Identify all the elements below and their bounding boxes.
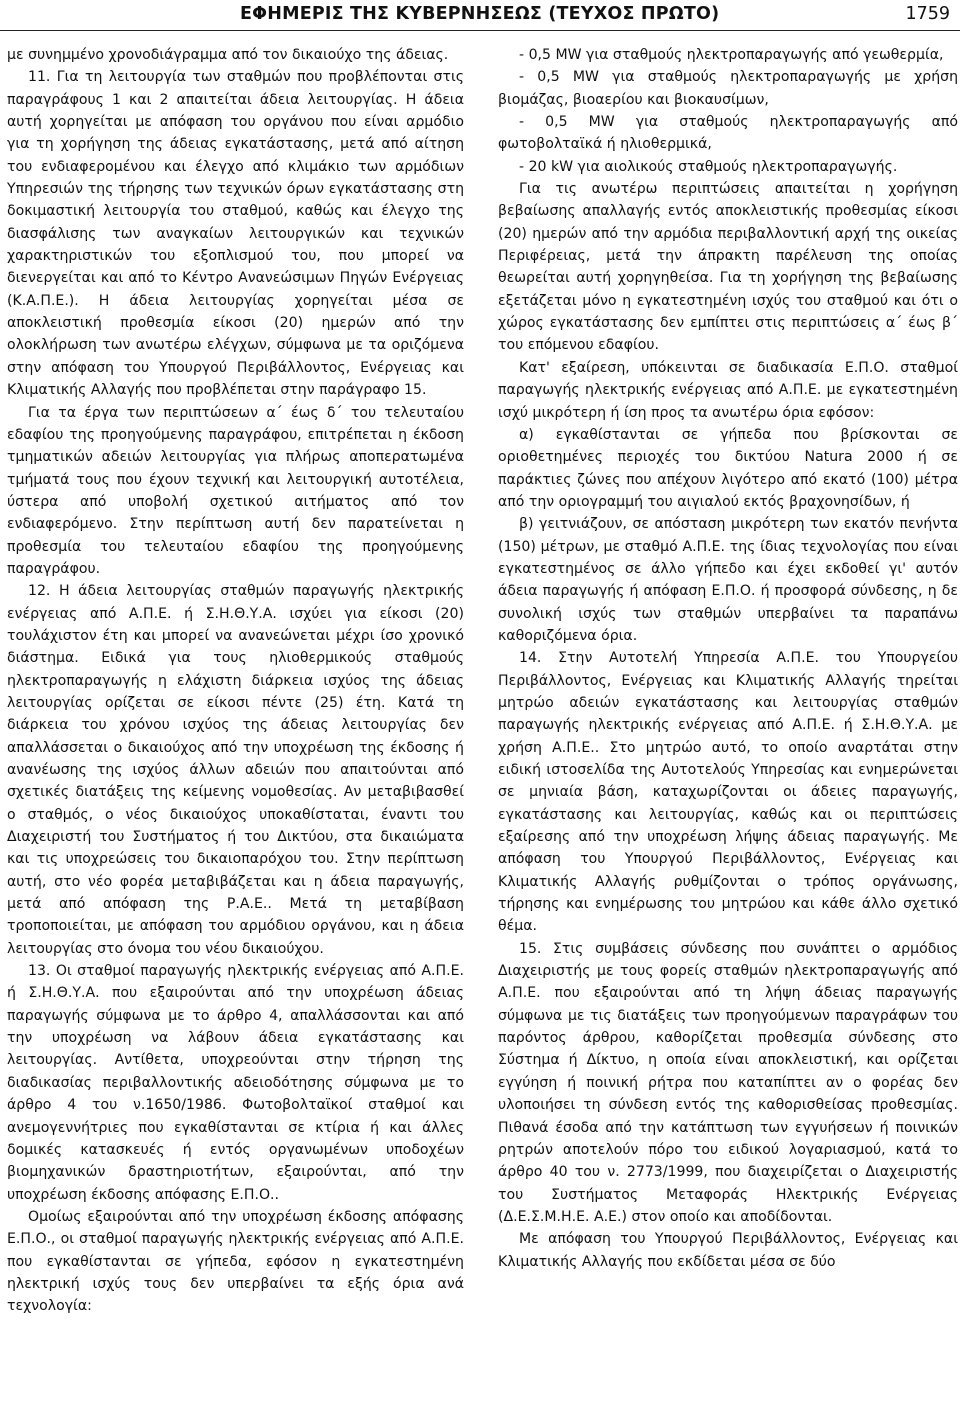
- paragraph: Κατ' εξαίρεση, υπόκεινται σε διαδικασία Ε.Π.Ο. σταθμοί παραγωγής ηλεκτρικής ενέργειας από Α.Π.Ε. με εγκατεστημένη ισχύ μικρότερη ή ίση προς τα ανωτέρω όρια εφόσον:: [498, 359, 958, 421]
- paragraph: α) εγκαθίστανται σε γήπεδα που βρίσκονται σε οριοθετημένες περιοχές του δικτύου Natura 2000 ή σε παράκτιες ζώνες που απέχουν λιγότερο από εκατό (100) μέτρα από την οριογραμμή του αιγιαλού εκτός βραχονησίδων, ή: [498, 426, 958, 510]
- paragraph: 13. Οι σταθμοί παραγωγής ηλεκτρικής ενέργειας από Α.Π.Ε. ή Σ.Η.Θ.Υ.Α. που εξαιρούνται από την υποχρέωση άδειας παραγωγής σύμφωνα με το άρθρο 4, απαλλάσσονται και από την υποχρέωση να λάβουν άδεια εγκατάστασης και λειτουργίας. Αντίθετα, υποχρεούνται στην τήρηση της διαδικασίας περιβαλλοντικής αδειοδότησης σύμφωνα με το άρθρο 4 του ν.1650/1986. Φωτοβολταϊκοί σταθμοί και ανεμογεννήτριες που εγκαθίστανται σε κτίρια ή και άλλες δομικές κατασκευές ή εντός οργανωμένων υποδοχέων βιομηχανικών δραστηριοτήτων, εξαιρούνται, από την υποχρέωση έκδοσης απόφασης Ε.Π.Ο..: [7, 963, 464, 1203]
- paragraph: Με απόφαση του Υπουργού Περιβάλλοντος, Ενέργειας και Κλιματικής Αλλαγής που εκδίδεται μέσα σε δύο: [498, 1231, 958, 1270]
- paragraph: Για τα έργα των περιπτώσεων α΄ έως δ΄ του τελευταίου εδαφίου της προηγούμενης παραγράφου, επιτρέπεται η έκδοση τμηματικών αδειών λειτουργίας για πλήρως αποπερατωμένα τμήματά τους που έχουν τεχνική και λειτουργική αυτοτέλεια, ύστερα από υποβολή σχετικού αιτήματος από τον ενδιαφερόμενο. Στην περίπτωση αυτή δεν παρατείνεται η προθεσμία του τελευταίου εδαφίου της προηγούμενης παραγράφου.: [7, 404, 464, 577]
- paragraph: 15. Στις συμβάσεις σύνδεσης που συνάπτει ο αρμόδιος Διαχειριστής με τους φορείς σταθμών ηλεκτροπαραγωγής από Α.Π.Ε. που εξαιρούνται από τη λήψη άδειας παραγωγής σύμφωνα με τις διατάξεις των προηγούμενων παραγράφων του παρόντος άρθρου, καθορίζεται προθεσμία σύνδεσης στο Σύστημα ή Δίκτυο, η οποία είναι αποκλειστική, και ορίζεται εγγύηση ή ποινική ρήτρα που καταπίπτει αν ο φορέας δεν υλοποιήσει τη σύνδεση εντός της καθορισθείσας προθεσμίας. Πιθανά έσοδα από την κατάπτωση των εγγυήσεων ή ποινικών ρητρών αποτελούν πόρο του ειδικού λογαριασμού, κατά το άρθρο 40 του ν. 2773/1999, που διαχειρίζεται ο Διαχειριστής του Συστήματος Μεταφοράς Ηλεκτρικής Ενέργειας (Δ.Ε.Σ.Μ.Η.Ε. Α.Ε.) στον οποίο και αποδίδονται.: [498, 940, 958, 1225]
- paragraph: 12. Η άδεια λειτουργίας σταθμών παραγωγής ηλεκτρικής ενέργειας από Α.Π.Ε. ή Σ.Η.Θ.Υ.Α. ισχύει για είκοσι (20) τουλάχιστον έτη και μπορεί να ανανεώνεται μέχρι ίσο χρονικό διάστημα. Ειδικά για τους ηλιοθερμικούς σταθμούς ηλεκτροπαραγωγής η ελάχιστη διάρκεια ισχύος της άδειας λειτουργίας ορίζεται σε είκοσι πέντε (25) έτη. Κατά τη διάρκεια του χρόνου ισχύος της άδειας λειτουργίας δεν απαλλάσσεται ο δικαιούχος από την υποχρέωση της έκδοσης ή ανανέωσης της ισχύος άλλων αδειών που απαιτούνται από σχετικές διατάξεις της κείμενης νομοθεσίας. Αν μεταβιβασθεί ο σταθμός, ο νέος δικαιούχος υποκαθίσταται, έναντι του Διαχειριστή του Συστήματος ή του Δικτύου, στα δικαιώματα και τις υποχρεώσεις του δικαιοπαρόχου του. Στην περίπτωση αυτή, στο νέο φορέα μεταβιβάζεται και η άδεια παραγωγής, μετά από απόφαση της Ρ.Α.Ε.. Μετά τη μεταβίβαση τροποποιείται, με απόφαση του αρμόδιου οργάνου, και η άδεια λειτουργίας στο όνομα του νέου δικαιούχου.: [7, 583, 464, 957]
- paragraph: Για τις ανωτέρω περιπτώσεις απαιτείται η χορήγηση βεβαίωσης απαλλαγής εντός αποκλειστικής προθεσμίας είκοσι (20) ημερών από την αρμόδια περιβαλλοντική αρχή της οικείας Περιφέρειας, μετά την άπρακτη παρέλευση της οποίας θεωρείται αυτή χορηγηθείσα. Για τη χορήγηση της βεβαίωσης εξετάζεται μόνο η εγκατεστημένη ισχύς του σταθμού και ότι ο χώρος εγκατάστασης δεν εμπίπτει στις περιπτώσεις α΄ έως β΄ του επόμενου εδαφίου.: [498, 181, 958, 354]
- list-item: - 20 kW για αιολικούς σταθμούς ηλεκτροπαραγωγής.: [519, 158, 898, 175]
- page-header: [0, 2, 960, 31]
- list-item: - 0,5 MW για σταθμούς ηλεκτροπαραγωγής με χρήση βιομάζας, βιοαερίου και βιοκαυσίμων,: [498, 69, 958, 108]
- gazette-title: ΕΦΗΜΕΡΙΣ ΤΗΣ ΚΥΒΕΡΝΗΣΕΩΣ (ΤΕΥΧΟΣ ΠΡΩΤΟ): [240, 4, 720, 24]
- page-number: 1759: [905, 4, 950, 24]
- list-item: - 0,5 MW για σταθμούς ηλεκτροπαραγωγής από γεωθερμία,: [519, 47, 944, 63]
- right-column: [498, 44, 958, 1273]
- paragraph: 11. Για τη λειτουργία των σταθμών που προβλέπονται στις παραγράφους 1 και 2 απαιτείται άδεια λειτουργίας. Η άδεια αυτή χορηγείται με απόφαση του οργάνου που είναι αρμόδιο για τη χορήγηση της άδειας εγκατάστασης, μετά από αίτηση του ενδιαφερομένου και έλεγχο από κλιμάκιο των αρμόδιων Υπηρεσιών της τήρησης των τεχνικών όρων εγκατάστασης στη δοκιμαστική λειτουργία του σταθμού, καθώς και έλεγχο της διασφάλισης των αναγκαίων λειτουργικών και τεχνικών χαρακτηριστικών του εξοπλισμού του, που μπορεί να διενεργείται και από το Κέντρο Ανανεώσιμων Πηγών Ενέργειας (Κ.Α.Π.Ε.). Η άδεια λειτουργίας χορηγείται μέσα σε αποκλειστική προθεσμία είκοσι (20) ημερών από την ολοκλήρωση των ανωτέρω ελέγχων, σύμφωνα με τα οριζόμενα στην απόφαση του Υπουργού Περιβάλλοντος, Ενέργειας και Κλιματικής Αλλαγής που προβλέπεται στην παράγραφο 15.: [7, 69, 464, 399]
- list-item: - 0,5 MW για σταθμούς ηλεκτροπαραγωγής από φωτοβολταϊκά ή ηλιοθερμικά,: [498, 114, 958, 153]
- paragraph: με συνημμένο χρονοδιάγραμμα από τον δικαιούχο της άδειας.: [7, 47, 449, 63]
- paragraph: β) γειτνιάζουν, σε απόσταση μικρότερη των εκατόν πενήντα (150) μέτρων, με σταθμό Α.Π.Ε. της ίδιας τεχνολογίας που είναι εγκατεστημένος σε άλλο γήπεδο και έχει εκδοθεί γι' αυτόν άδεια παραγωγής ή απόφαση Ε.Π.Ο. ή προσφορά σύνδεσης, η δε συνολική ισχύς των σταθμών υπερβαίνει τα παραπάνω καθοριζόμενα όρια.: [498, 516, 958, 644]
- paragraph: 14. Στην Αυτοτελή Υπηρεσία Α.Π.Ε. του Υπουργείου Περιβάλλοντος, Ενέργειας και Κλιματικής Αλλαγής τηρείται μητρώο αδειών εγκατάστασης και λειτουργίας σταθμών παραγωγής ηλεκτρικής ενέργειας από Α.Π.Ε. ή Σ.Η.Θ.Υ.Α. με χρήση Α.Π.Ε.. Στο μητρώο αυτό, το οποίο αναρτάται στην ειδική ιστοσελίδα της Αυτοτελούς Υπηρεσίας και ενημερώνεται σε μηνιαία βάση, καταχωρίζονται οι άδειες παραγωγής, εγκατάστασης και λειτουργίας, καθώς και οι περιπτώσεις εξαίρεσης από την υποχρέωση λήψης άδειας παραγωγής. Με απόφαση του Υπουργού Περιβάλλοντος, Ενέργειας και Κλιματικής Αλλαγής ρυθμίζονται ο τρόπος οργάνωσης, τήρησης και ενημέρωσης του μητρώου και κάθε άλλο σχετικό θέμα.: [498, 650, 958, 935]
- paragraph: Ομοίως εξαιρούνται από την υποχρέωση έκδοσης απόφασης Ε.Π.Ο., οι σταθμοί παραγωγής ηλεκτρικής ενέργειας από Α.Π.Ε. που εγκαθίστανται σε γήπεδα, εφόσον η εγκατεστημένη ηλεκτρική ισχύς τους δεν υπερβαίνει τα εξής όρια ανά τεχνολογία:: [7, 1208, 464, 1315]
- left-column: [7, 44, 464, 1318]
